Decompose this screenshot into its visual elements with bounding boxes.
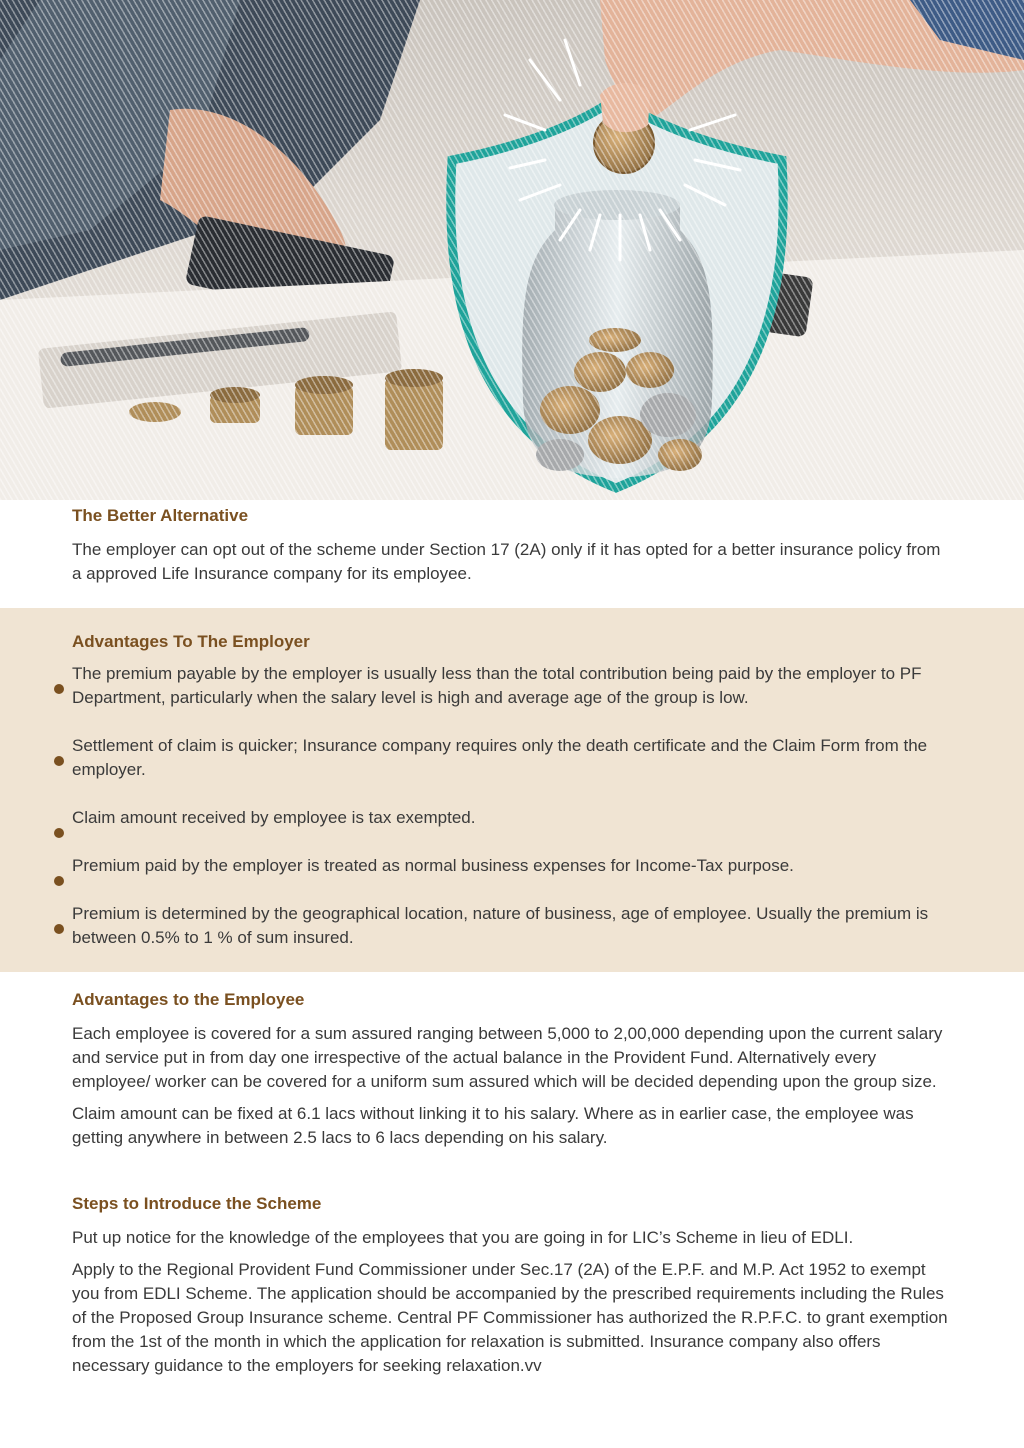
- list-item: [72, 806, 962, 830]
- bullet-dot-icon: [54, 876, 64, 886]
- employer-advantages-heading: Advantages To The Employer: [72, 632, 310, 651]
- employee-advantages-heading: Advantages to the Employee: [72, 990, 305, 1009]
- steps-paragraph: Apply to the Regional Provident Fund Commissioner under Sec.17 (2A) of the E.P.F. and M.P. Act 1952 to exempt you from EDLI Scheme. The application should be accompanied by the prescribed requirements including the Rules of the Proposed Group Insurance scheme. Central PF Commissioner has authorized the R.P.F.C. to grant exemption from the 1st of the month in which the application for relaxation is submitted. Insurance company also offers necessary guidance to the employers for seeking relaxation.vv: [72, 1260, 948, 1375]
- list-item-text: The premium payable by the employer is usually less than the total contribution being paid by the employer to PF Department, particularly when the salary level is high and average age of the group is low.: [72, 664, 922, 707]
- steps-heading: Steps to Introduce the Scheme: [72, 1194, 322, 1213]
- bullet-dot-icon: [54, 684, 64, 694]
- list-item-text: Premium is determined by the geographical location, nature of business, age of employee. Usually the premium is between 0.5% to 1 % of sum insured.: [72, 904, 929, 947]
- list-item-text: Premium paid by the employer is treated as normal business expenses for Income-Tax purpose.: [72, 856, 794, 875]
- list-item: [72, 734, 962, 782]
- list-item: [72, 902, 962, 950]
- bullet-dot-icon: [54, 924, 64, 934]
- employer-advantages-section: [0, 608, 1024, 972]
- list-item-text: Settlement of claim is quicker; Insurance company requires only the death certificate and the Claim Form from the employer.: [72, 736, 928, 779]
- better-alternative-body: The employer can opt out of the scheme under Section 17 (2A) only if it has opted for a better insurance policy from a approved Life Insurance company for its employee.: [72, 540, 941, 583]
- coin-jar-shield-icon: [0, 0, 1024, 500]
- list-item-text: Claim amount received by employee is tax exempted.: [72, 808, 476, 827]
- hero-image: [0, 0, 1024, 500]
- employee-advantages-paragraph: Each employee is covered for a sum assured ranging between 5,000 to 2,00,000 depending upon the current salary and service put in from day one irrespective of the actual balance in the Provident Fund. Alternatively every employee/ worker can be covered for a uniform sum assured which will be decided depending upon the group size.: [72, 1024, 943, 1091]
- employee-advantages-paragraph: Claim amount can be fixed at 6.1 lacs without linking it to his salary. Where as in earlier case, the employee was getting anywhere in between 2.5 lacs to 6 lacs depending on his salary.: [72, 1104, 914, 1147]
- better-alternative-heading: The Better Alternative: [72, 506, 249, 525]
- bullet-dot-icon: [54, 828, 64, 838]
- steps-paragraph: Put up notice for the knowledge of the employees that you are going in for LIC’s Scheme in lieu of EDLI.: [72, 1228, 854, 1247]
- bullet-dot-icon: [54, 756, 64, 766]
- employee-advantages-section: [0, 990, 1024, 1158]
- steps-section: [0, 1194, 1024, 1386]
- list-item: [72, 854, 962, 878]
- better-alternative-section: [0, 506, 1024, 586]
- list-item: [72, 662, 962, 710]
